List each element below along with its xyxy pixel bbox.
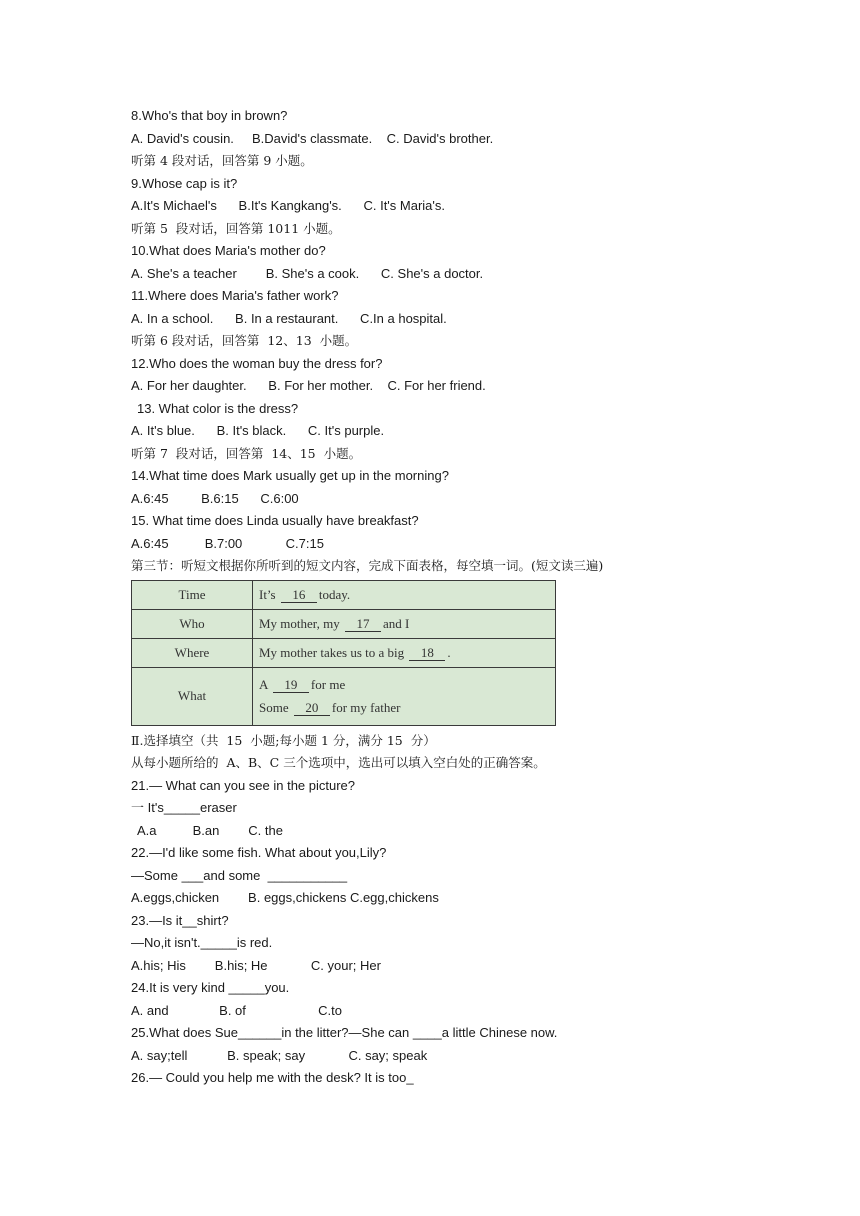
question-14: 14.What time does Mark usually get up in the morning? (131, 468, 449, 483)
question-21: 21.— What can you see in the picture? (131, 777, 356, 793)
cell-text: My mother, my (259, 615, 343, 631)
question-24-options: A. and B. of C.to (131, 1002, 342, 1018)
question-9-options: A.It's Michael's B.It's Kangkang's. C. It's Maria's. (131, 198, 445, 213)
question-23-answer-line: —No,it isn't._____is red. (131, 935, 273, 950)
cell-text: today. (318, 586, 351, 602)
question-15-options: A.6:45 B.7:00 C.7:15 (131, 535, 324, 551)
question-22-options: A.eggs,chicken B. eggs,chickens C.egg,chickens (131, 890, 439, 905)
question-21-options: A.a B.an C. the (137, 822, 283, 838)
cell-text: for me (310, 677, 346, 692)
table-label-who: Who (132, 609, 253, 638)
table-cell-where (253, 638, 556, 667)
table-row-who (132, 609, 556, 638)
section-3-instruction: 第三节：听短文根据你所听到的短文内容，完成下面表格，每空填一词。(短文读三遍) (131, 558, 604, 573)
question-23-options: A.his; His B.his; He C. your; Her (131, 957, 381, 973)
listening-section-1 (131, 105, 731, 578)
question-13-options: A. It's blue. B. It's black. C. It's purple. (131, 423, 385, 438)
cell-text: My mother takes us to a big (259, 644, 408, 660)
question-9: 9.Whose cap is it? (131, 175, 238, 191)
question-21-answer-line: 一 It's_____eraser (131, 800, 237, 815)
question-11: 11.Where does Maria's father work? (131, 288, 339, 303)
question-25-options: A. say;tell B. speak; say C. say; speak (131, 1047, 428, 1063)
table-row-where (132, 638, 556, 667)
blank-20: 20 (294, 701, 330, 716)
question-10-options: A. She's a teacher B. She's a cook. C. She's a doctor. (131, 265, 484, 281)
document-body (131, 105, 731, 1090)
blank-18: 18 (409, 646, 445, 661)
question-22-answer-line: —Some ___and some ___________ (131, 867, 348, 883)
question-11-options: A. In a school. B. In a restaurant. C.In a hospital. (131, 310, 447, 326)
section-2-instruction: 从每小题所给的 A、B、C 三个选项中，选出可以填入空白处的正确答案。 (131, 755, 546, 770)
table-cell-what (253, 667, 556, 725)
cell-text: and I (382, 615, 410, 631)
dialog-7-instruction: 听第 7 段对话，回答第 14、15 小题。 (131, 445, 362, 461)
question-13: 13. What color is the dress? (137, 400, 299, 416)
what-line-2 (259, 696, 549, 719)
listening-table (131, 580, 556, 726)
question-14-options: A.6:45 B.6:15 C.6:00 (131, 490, 299, 506)
dialog-6-instruction: 听第 6 段对话，回答第 12、13 小题。 (131, 333, 358, 348)
question-24: 24.It is very kind _____you. (131, 980, 290, 995)
question-22: 22.—I'd like some fish. What about you,Lily? (131, 845, 387, 860)
cell-text: A (259, 677, 271, 692)
what-line-1 (259, 673, 549, 696)
question-12-options: A. For her daughter. B. For her mother. C. For her friend. (131, 378, 486, 393)
blank-16: 16 (281, 588, 317, 603)
table-label-where: Where (132, 638, 253, 667)
question-8: 8.Who's that boy in brown? (131, 108, 288, 123)
cell-text: for my father (331, 700, 401, 715)
section-2-heading: Ⅱ.选择填空（共 15 小题;每小题 1 分，满分 15 分） (131, 732, 436, 748)
dialog-4-instruction: 听第 4 段对话，回答第 9 小题。 (131, 153, 313, 168)
table-cell-who (253, 609, 556, 638)
question-26: 26.— Could you help me with the desk? It is too_ (131, 1070, 414, 1085)
table-row-time (132, 580, 556, 609)
table-row-what (132, 667, 556, 725)
blank-17: 17 (345, 617, 381, 632)
table-label-time: Time (132, 580, 253, 609)
table-label-what: What (132, 667, 253, 725)
cell-text: . (447, 644, 451, 660)
blank-19: 19 (273, 678, 309, 693)
table-cell-time (253, 580, 556, 609)
cell-text: It’s (259, 586, 279, 602)
multiple-choice-section (131, 730, 731, 1090)
question-10: 10.What does Maria's mother do? (131, 243, 326, 258)
question-23: 23.—Is it__shirt? (131, 912, 229, 928)
dialog-5-instruction: 听第 5 段对话，回答第 1011 小题。 (131, 220, 341, 236)
question-15: 15. What time does Linda usually have breakfast? (131, 513, 419, 528)
question-25: 25.What does Sue______in the litter?—She can ____a little Chinese now. (131, 1025, 558, 1040)
cell-text: Some (259, 700, 292, 715)
question-8-options: A. David's cousin. B.David's classmate. C. David's brother. (131, 130, 494, 146)
question-12: 12.Who does the woman buy the dress for? (131, 355, 383, 371)
